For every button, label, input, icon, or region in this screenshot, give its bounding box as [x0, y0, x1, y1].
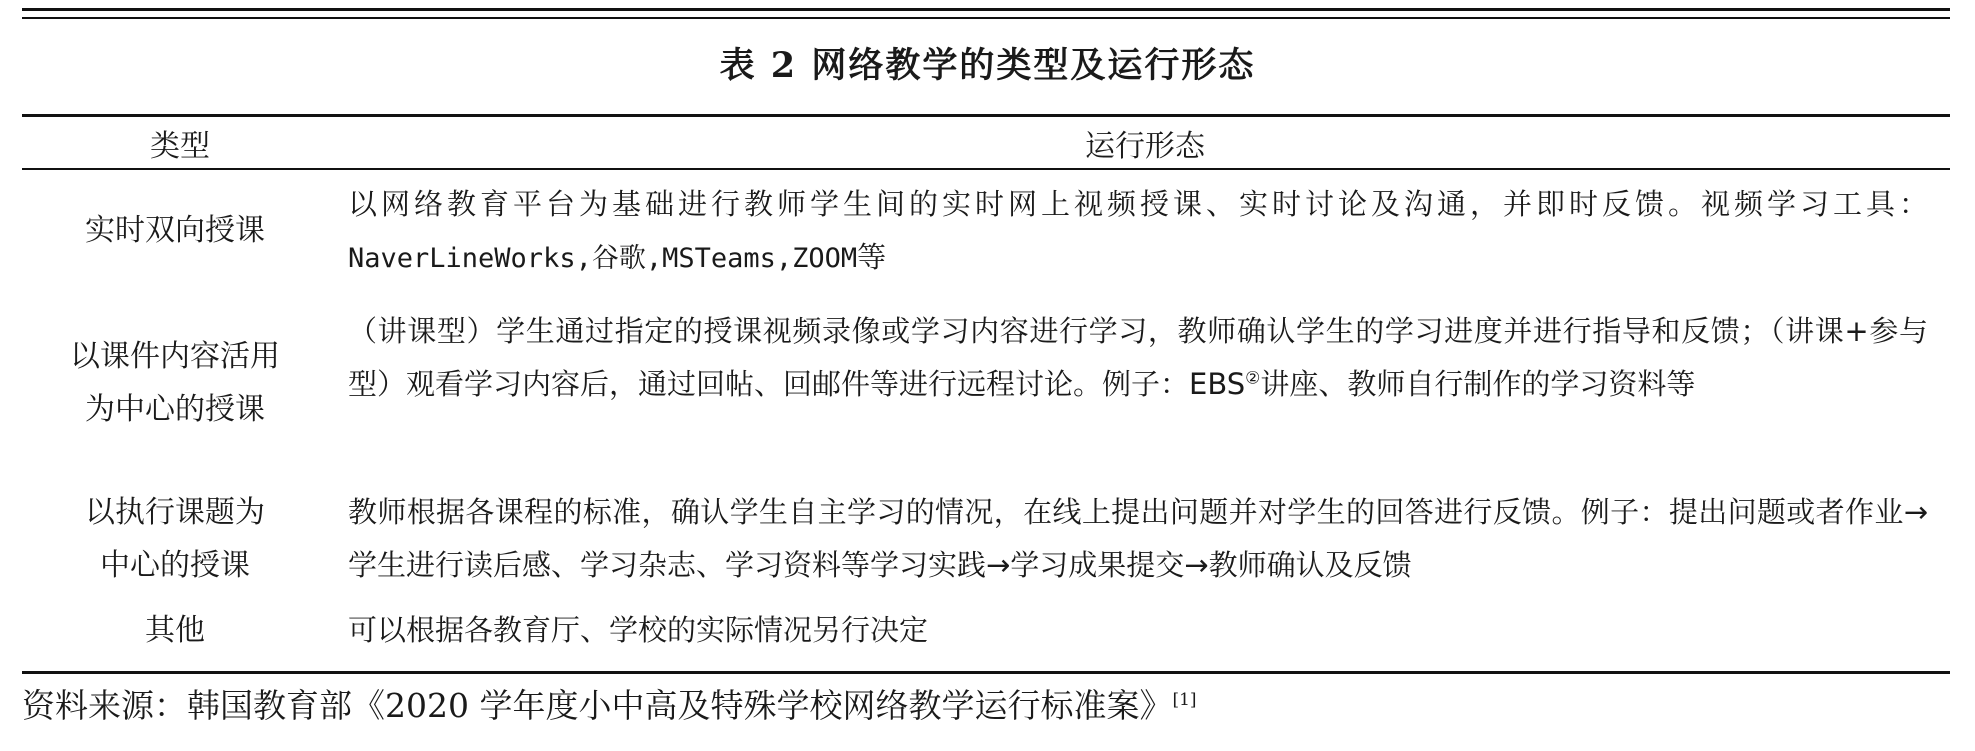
row-2-desc-end: 讲座、教师自行制作的学习资料等 — [1260, 367, 1696, 401]
table-top-rule — [22, 114, 1950, 117]
row-3-type-line-1: 以执行课题为 — [85, 495, 265, 530]
row-2-type — [40, 330, 310, 436]
top-double-rule-lower — [22, 17, 1950, 19]
row-4-description: 可以根据各教育厅、学校的实际情况另行决定 — [348, 613, 929, 647]
header-type: 类型 — [150, 129, 210, 164]
row-4-type-line-1: 其他 — [145, 613, 205, 648]
row-1-desc-tools: NaverLineWorks,谷歌,MSTeams,ZOOM — [348, 243, 858, 274]
row-1-type-line-1: 实时双向授课 — [85, 213, 265, 248]
row-2-type-line-1: 以课件内容活用 — [70, 339, 280, 374]
row-2-type-line-2: 为中心的授课 — [85, 392, 265, 427]
row-3-type-line-2: 中心的授课 — [100, 548, 250, 583]
row-2-description — [348, 305, 1928, 411]
row-2-footnote-mark: ② — [1245, 368, 1261, 389]
row-1-desc-end: 等 — [857, 240, 887, 274]
source-note — [22, 681, 1197, 731]
row-3-type — [40, 486, 310, 592]
header-form: 运行形态 — [1085, 129, 1205, 164]
row-1-desc-text: 以网络教育平台为基础进行教师学生间的实时网上视频授课、实时讨论及沟通，并即时反馈。视频学习工具： — [348, 187, 1928, 221]
row-3-description: 教师根据各课程的标准，确认学生自主学习的情况，在线上提出问题并对学生的回答进行反馈。例子：提出问题或者作业→学生进行读后感、学习杂志、学习资料等学习实践→学习成果提交→教师确认及反馈 — [348, 495, 1928, 582]
source-reference: [1] — [1172, 690, 1197, 710]
table-title: 表 2 网络教学的类型及运行形态 — [719, 45, 1256, 86]
source-text: 资料来源：韩国教育部《2020 学年度小中高及特殊学校网络教学运行标准案》 — [22, 686, 1173, 725]
row-4-type — [40, 604, 310, 657]
row-1-description — [348, 178, 1928, 285]
row-2-desc-text: （讲课型）学生通过指定的授课视频录像或学习内容进行学习，教师确认学生的学习进度并进行指导和反馈；（讲课+参与型）观看学习内容后，通过回帖、回邮件等进行远程讨论。例子：EBS — [348, 314, 1928, 401]
header-rule — [22, 168, 1950, 170]
table-bottom-rule — [22, 671, 1950, 674]
row-1-type — [40, 204, 310, 257]
top-double-rule-upper — [22, 8, 1950, 11]
